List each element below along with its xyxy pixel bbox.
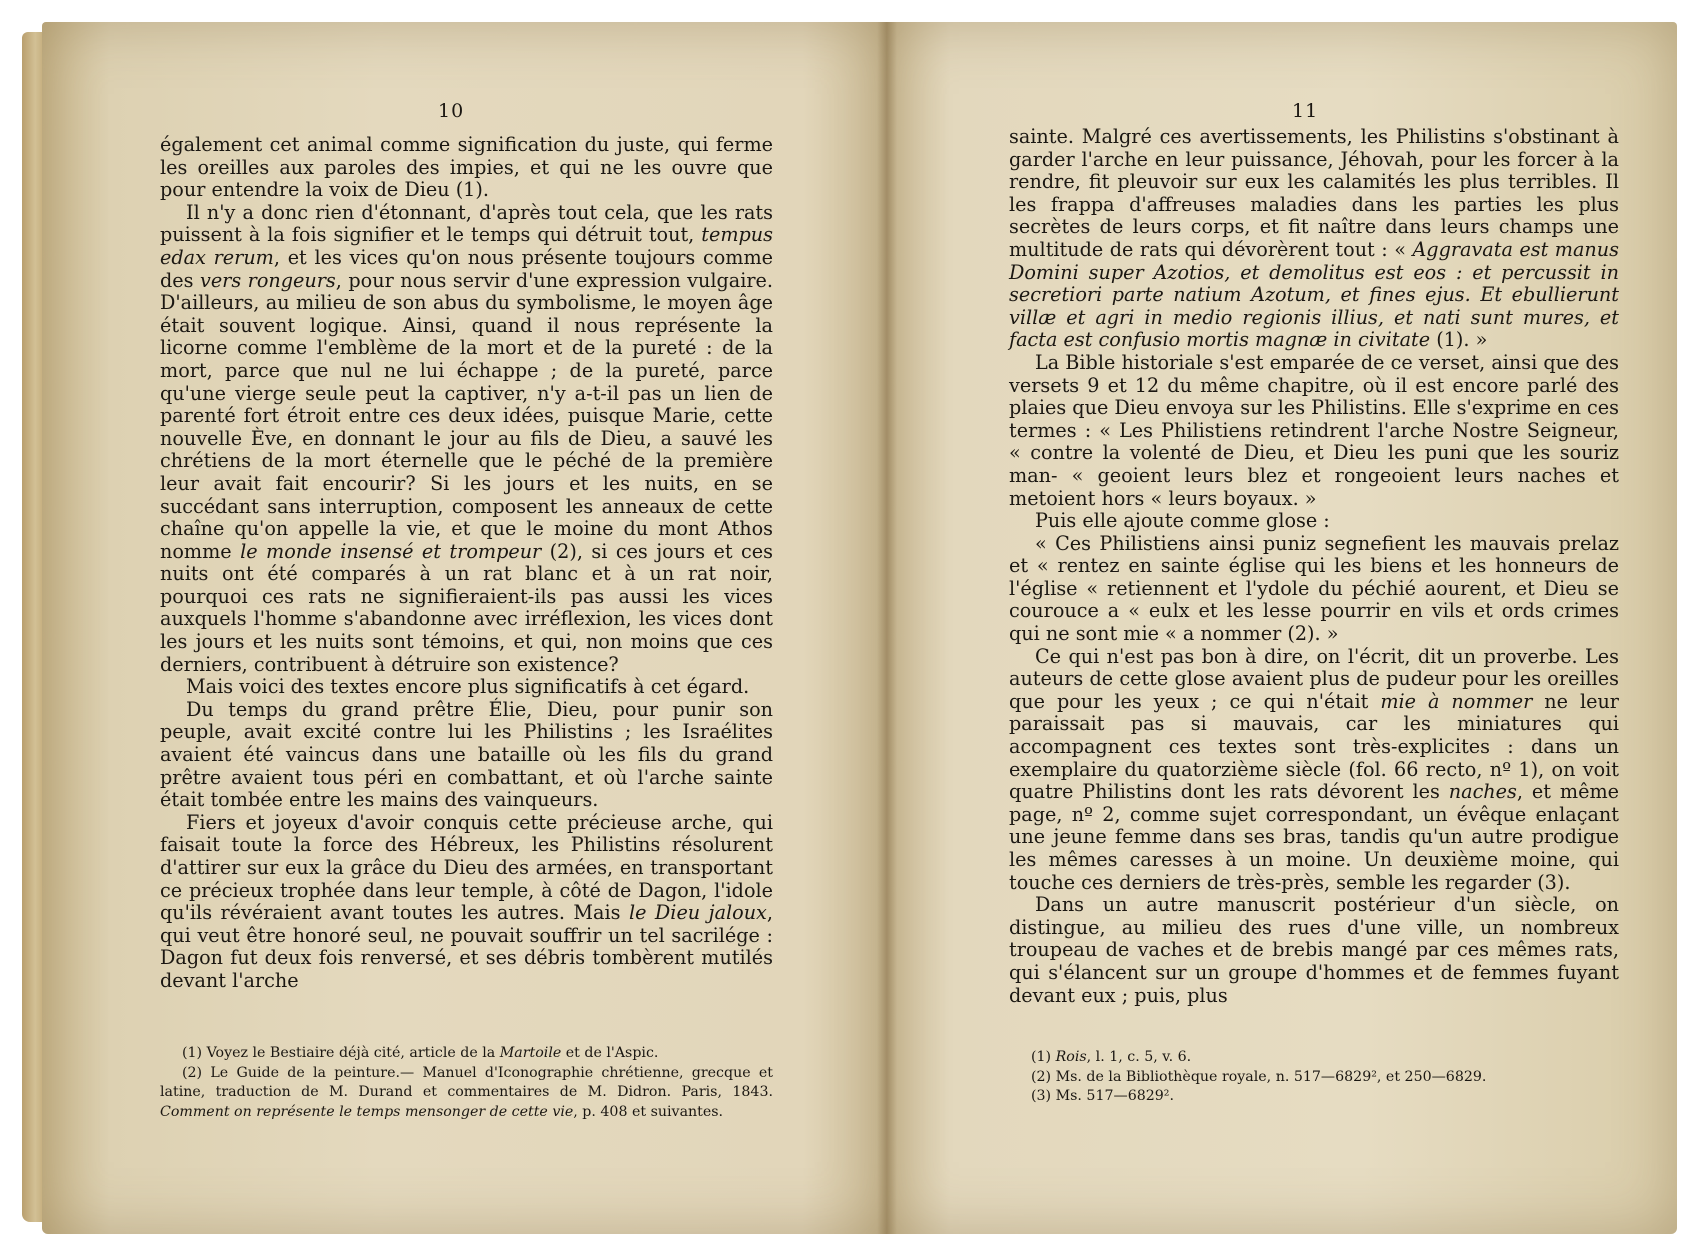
right-page-footnotes bbox=[1009, 1048, 1619, 1107]
paragraph: Du temps du grand prêtre Élie, Dieu, pour punir son peuple, avait excité contre lui les Philistins ; les Israélites avaient été vaincus dans une bataille où les fils du grand prêtre avaient tous péri en combattant, et où l'arche sainte était tombée entre les mains des vainqueurs. bbox=[160, 697, 773, 812]
paragraph: Mais voici des textes encore plus significatifs à cet égard. bbox=[186, 675, 750, 699]
footnote bbox=[1009, 1087, 1619, 1107]
italic-text: Rois bbox=[1055, 1049, 1087, 1065]
left-page bbox=[42, 22, 887, 1234]
paragraph: également cet animal comme signification du juste, qui ferme les oreilles aux paroles des impies, et qui ne les ouvre que pour entendre la voix de Dieu (1). bbox=[160, 133, 773, 202]
text-run: (2), si ces jours et ces nuits ont été comparés à un rat blanc et à un rat noir, pourquoi ces rats ne signifieraient-ils pas aussi les vices auxquels l'homme s'abandonne avec irréflexion, les vices dont les jours et les nuits sont témoins, et qui, non moins que ces derniers, contribuent à détruire son existence? bbox=[160, 539, 773, 676]
italic-text: naches bbox=[1448, 780, 1517, 804]
text-run: (3) Ms. 517—6829². bbox=[1031, 1088, 1175, 1104]
right-page bbox=[887, 22, 1677, 1234]
footnote bbox=[1009, 1048, 1619, 1068]
italic-text: mie à nommer bbox=[1380, 689, 1533, 713]
italic-text: Martoile bbox=[499, 1045, 562, 1061]
paragraph bbox=[160, 202, 773, 676]
footnote bbox=[160, 1064, 773, 1123]
paragraph bbox=[1009, 126, 1619, 352]
text-run: , et même page, nº 2, comme sujet correspondant, un évêque enlaçant une jeune femme dans ses bras, tandis qu'un autre prodigue les mêmes caresses à un moine. Un deuxième moine, qui touche ces derniers de très-près, semble les regarder (3). bbox=[1009, 780, 1619, 894]
text-run: Il n'y a donc rien d'étonnant, d'après tout cela, que les rats puissent à la fois signifier et le temps qui détruit tout, bbox=[160, 200, 773, 247]
left-page-footnotes bbox=[160, 1044, 773, 1122]
text-run: Ce qui n'est pas bon à dire, on l'écrit, dit un proverbe. Les auteurs de cette glose avaient plus de pudeur pour les oreilles que pour les yeux ; ce qui n'était bbox=[1009, 644, 1619, 713]
italic-text: le Dieu jaloux bbox=[628, 901, 767, 925]
paragraph bbox=[1009, 646, 1619, 895]
italic-text: Aggravata est manus Domini super Azotios, et demolitus est eos : et percussit in secretiori parte natium Azotum, et fines ejus. Et ebullierunt villæ et agri in medio regionis illius, et nati sunt mures, et facta est confusio mortis magnæ in civitate bbox=[1009, 237, 1619, 352]
italic-text: le monde insensé et trompeur bbox=[240, 539, 542, 563]
italic-text: tempus edax rerum bbox=[160, 223, 773, 269]
page-number: 10 bbox=[438, 100, 465, 122]
text-run: (2) Le Guide de la peinture.— Manuel d'Iconographie chrétienne, grecque et latine, traduction de M. Durand et commentaires de M. Didron. Paris, 1843. bbox=[160, 1064, 773, 1100]
italic-text: Comment on représente le temps mensonger de cette vie bbox=[160, 1103, 574, 1120]
text-run: Fiers et joyeux d'avoir conquis cette précieuse arche, qui faisait toute la force des Hébreux, les Philistins résolurent d'attirer sur eux la grâce du Dieu des armées, en transportant ce précieux trophée dans leur temple, à côté de Dagon, l'idole qu'ils révéraient avant toutes les autres. Mais bbox=[160, 810, 773, 925]
page-number: 11 bbox=[1292, 100, 1319, 122]
text-run: (1) bbox=[1031, 1049, 1056, 1065]
text-run: et de l'Aspic. bbox=[561, 1045, 659, 1061]
text-run: (2) Ms. de la Bibliothèque royale, n. 517—6829², et 250—6829. bbox=[1031, 1068, 1487, 1085]
text-run: (1) Voyez le Bestiaire déjà cité, article de la bbox=[182, 1045, 500, 1061]
open-book bbox=[22, 10, 1677, 1238]
text-run: sainte. Malgré ces avertissements, les Philistins s'obstinant à garder l'arche en leur puissance, Jéhovah, pour les forcer à la rendre, fit pleuvoir sur eux les calamités les plus terribles. Il les frappa d'affreuses maladies dans les parties les plus secrètes de leurs corps, et fit naître dans leurs champs une multitude de rats qui dévorèrent tout : « bbox=[1009, 125, 1619, 261]
footnote bbox=[1009, 1068, 1619, 1088]
text-run: , qui veut être honoré seul, ne pouvait souffrir un tel sacrilége : Dagon fut deux fois renversé, et ses débris tombèrent mutilés devant l'arche bbox=[160, 901, 773, 992]
text-run: ne leur paraissait pas si mauvais, car les miniatures qui accompagnent ces textes sont très-explicites : dans un exemplaire du quatorzième siècle (fol. 66 recto, nº 1), on voit quatre Philistins dont les rats dévorent les bbox=[1009, 689, 1619, 804]
paragraph: Dans un autre manuscrit postérieur d'un siècle, on distingue, au milieu des rues d'une ville, un nombreux troupeau de vaches et de brebis mangé par ces mêmes rats, qui s'élancent sur un groupe d'hommes et de femmes fuyant devant eux ; puis, plus bbox=[1009, 893, 1619, 1007]
italic-text: vers rongeurs bbox=[199, 268, 336, 292]
right-page-body bbox=[1009, 126, 1619, 1007]
text-run: , et les vices qu'on nous présente toujours comme des bbox=[160, 245, 773, 292]
text-run: , l. 1, c. 5, v. 6. bbox=[1086, 1049, 1192, 1065]
left-page-body bbox=[160, 134, 773, 993]
footnote bbox=[160, 1044, 773, 1064]
paragraph: La Bible historiale s'est emparée de ce verset, ainsi que des versets 9 et 12 du même chapitre, où il est encore parlé des plaies que Dieu envoya sur les Philistins. Elle s'exprime en ces termes : « Les Philistiens retindrent l'arche Nostre Seigneur, « contre la volenté de Dieu, et Dieu les puni que les souriz man- « geoient leurs blez et rongeoient leurs naches et metoient hors « leurs boyaux. » bbox=[1009, 350, 1619, 510]
book-page-edges bbox=[22, 32, 44, 1222]
paragraph bbox=[160, 812, 773, 993]
paragraph: Puis elle ajoute comme glose : bbox=[1035, 509, 1330, 533]
paragraph: « Ces Philistiens ainsi puniz segnefient les mauvais prelaz et « rentez en sainte église qui les biens et les honneurs de l'église « retiennent et l'ydole du péchié aourent, et Dieu se courouce a « eulx et les lesse pourrir en vils et ords crimes qui ne sont mie « a nommer (2). » bbox=[1009, 531, 1619, 646]
book-gutter bbox=[877, 22, 897, 1234]
text-run: , p. 408 et suivantes. bbox=[573, 1103, 724, 1120]
text-run: (1). » bbox=[1430, 328, 1488, 352]
text-run: , pour nous servir d'une expression vulgaire. D'ailleurs, au milieu de son abus du symbolisme, le moyen âge était souvent logique. Ainsi, quand il nous représente la licorne comme l'emblème de la mort et de la pureté : de la mort, parce que nul ne lui échappe ; de la pureté, parce qu'une vierge seule peut la captiver, n'y a-t-il pas un lien de parenté fort étroit entre ces deux idées, puisque Marie, cette nouvelle Ève, en donnant le jour au fils de Dieu, a sauvé les chrétiens de la mort éternelle que le péché de la première leur avait fait encourir? Si les jours et les nuits, en se succédant sans interruption, composent les anneaux de cette chaîne qu'on appelle la vie, et que le moine du mont Athos nomme bbox=[160, 268, 773, 563]
